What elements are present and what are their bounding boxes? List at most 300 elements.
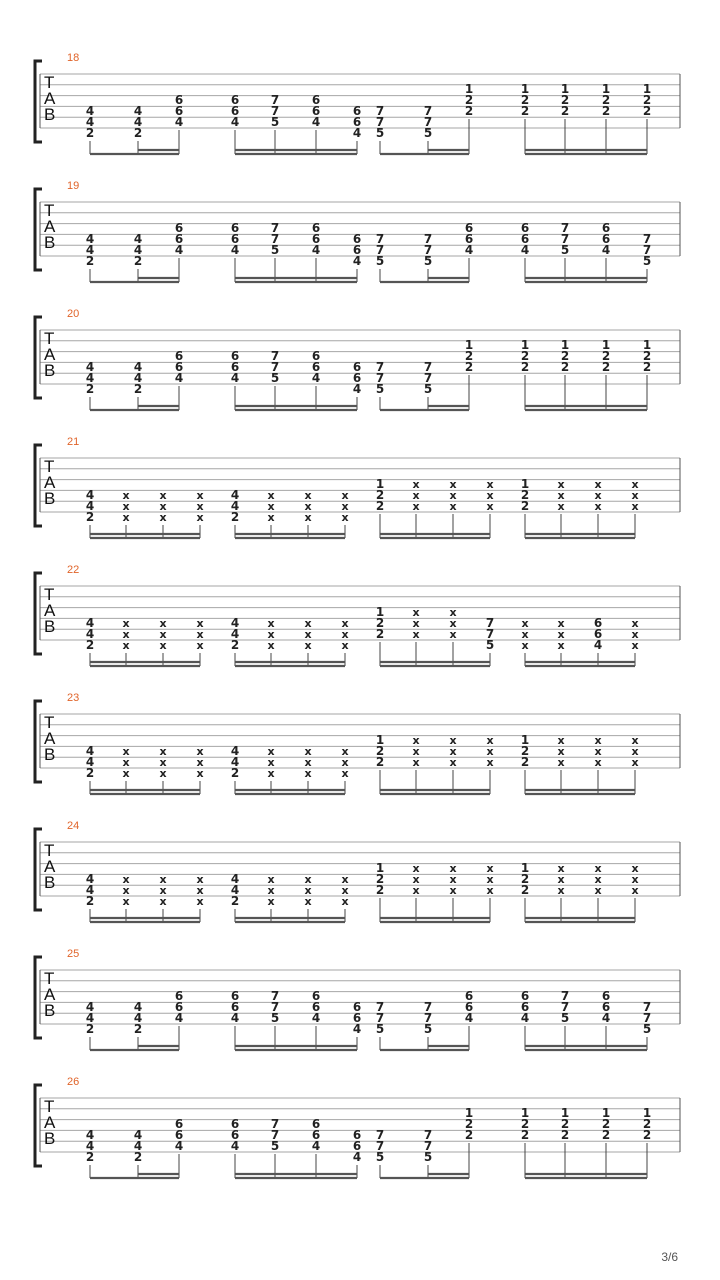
fret-number: 6 — [352, 115, 362, 129]
dead-note: x — [159, 873, 167, 886]
fret-number: 1 — [601, 1106, 611, 1120]
dead-note: x — [631, 628, 639, 641]
dead-note: x — [159, 639, 167, 652]
fret-number: 2 — [642, 104, 652, 118]
dead-note: x — [122, 489, 130, 502]
fret-number: 4 — [85, 115, 95, 129]
fret-number: 1 — [520, 82, 530, 96]
fret-number: 5 — [270, 115, 280, 129]
tab-clef-letter: T — [44, 201, 55, 220]
dead-note: x — [159, 617, 167, 630]
dead-note: x — [196, 511, 204, 524]
dead-note: x — [594, 745, 602, 758]
measure-number: 25 — [67, 948, 80, 960]
dead-note: x — [341, 639, 349, 652]
fret-number: 7 — [375, 1128, 385, 1142]
fret-number: 6 — [352, 104, 362, 118]
fret-number: 4 — [85, 1011, 95, 1025]
fret-number: 4 — [133, 360, 143, 374]
dead-note: x — [122, 884, 130, 897]
dead-note: x — [449, 617, 457, 630]
fret-number: 7 — [375, 1011, 385, 1025]
tab-clef-letter: B — [44, 745, 56, 764]
fret-number: 6 — [464, 232, 474, 246]
fret-number: 5 — [560, 1011, 570, 1025]
fret-number: 2 — [560, 104, 570, 118]
fret-number: 6 — [464, 221, 474, 235]
dead-note: x — [196, 873, 204, 886]
fret-number: 2 — [133, 1022, 143, 1036]
fret-number: 2 — [520, 755, 530, 769]
dead-note: x — [267, 873, 275, 886]
dead-note: x — [631, 862, 639, 875]
fret-number: 7 — [270, 1117, 280, 1131]
tab-clef-letter: T — [44, 585, 55, 604]
fret-number: 6 — [311, 104, 321, 118]
fret-number: 6 — [174, 349, 184, 363]
dead-note: x — [304, 500, 312, 513]
fret-number: 4 — [230, 1139, 240, 1153]
fret-number: 7 — [423, 1011, 433, 1025]
dead-note: x — [449, 873, 457, 886]
fret-number: 4 — [133, 1128, 143, 1142]
tab-clef-letter: A — [44, 217, 56, 236]
tab-clef-letter: T — [44, 457, 55, 476]
fret-number: 1 — [375, 733, 385, 747]
fret-number: 6 — [174, 1000, 184, 1014]
tab-clef-letter: T — [44, 969, 55, 988]
fret-number: 2 — [560, 349, 570, 363]
fret-number: 2 — [464, 360, 474, 374]
fret-number: 4 — [311, 1139, 321, 1153]
fret-number: 4 — [85, 1139, 95, 1153]
dead-note: x — [196, 489, 204, 502]
dead-note: x — [267, 511, 275, 524]
fret-number: 7 — [375, 1139, 385, 1153]
fret-number: 4 — [85, 371, 95, 385]
fret-number: 6 — [230, 221, 240, 235]
dead-note: x — [159, 895, 167, 908]
fret-number: 2 — [133, 254, 143, 268]
fret-number: 2 — [601, 349, 611, 363]
fret-number: 7 — [485, 627, 495, 641]
dead-note: x — [341, 756, 349, 769]
fret-number: 6 — [174, 1117, 184, 1131]
fret-number: 2 — [520, 744, 530, 758]
fret-number: 4 — [520, 243, 530, 257]
fret-number: 2 — [85, 126, 95, 140]
fret-number: 2 — [133, 1150, 143, 1164]
dead-note: x — [594, 734, 602, 747]
fret-number: 4 — [230, 744, 240, 758]
dead-note: x — [341, 617, 349, 630]
fret-number: 1 — [375, 477, 385, 491]
fret-number: 2 — [642, 1117, 652, 1131]
fret-number: 7 — [270, 1128, 280, 1142]
fret-number: 6 — [230, 360, 240, 374]
fret-number: 4 — [85, 616, 95, 630]
fret-number: 7 — [270, 360, 280, 374]
system-bracket — [35, 445, 42, 526]
fret-number: 6 — [593, 627, 603, 641]
dead-note: x — [631, 489, 639, 502]
dead-note: x — [412, 606, 420, 619]
dead-note: x — [449, 628, 457, 641]
fret-number: 1 — [642, 1106, 652, 1120]
dead-note: x — [304, 745, 312, 758]
fret-number: 4 — [85, 243, 95, 257]
dead-note: x — [267, 756, 275, 769]
fret-number: 7 — [270, 349, 280, 363]
fret-number: 2 — [560, 93, 570, 107]
dead-note: x — [159, 756, 167, 769]
dead-note: x — [449, 500, 457, 513]
dead-note: x — [557, 734, 565, 747]
fret-number: 4 — [230, 627, 240, 641]
page-number: 3/6 — [661, 1250, 678, 1264]
fret-number: 4 — [601, 243, 611, 257]
fret-number: 4 — [601, 1011, 611, 1025]
fret-number: 4 — [352, 1150, 362, 1164]
dead-note: x — [412, 862, 420, 875]
dead-note: x — [594, 489, 602, 502]
fret-number: 7 — [423, 1139, 433, 1153]
fret-number: 7 — [423, 104, 433, 118]
fret-number: 1 — [520, 477, 530, 491]
fret-number: 2 — [520, 349, 530, 363]
fret-number: 7 — [423, 115, 433, 129]
measure-number: 20 — [67, 308, 80, 320]
fret-number: 2 — [375, 883, 385, 897]
fret-number: 2 — [133, 382, 143, 396]
tab-clef-letter: A — [44, 857, 56, 876]
fret-number: 6 — [174, 989, 184, 1003]
dead-note: x — [267, 895, 275, 908]
dead-note: x — [341, 745, 349, 758]
fret-number: 4 — [311, 243, 321, 257]
dead-note: x — [412, 873, 420, 886]
dead-note: x — [594, 884, 602, 897]
fret-number: 7 — [375, 104, 385, 118]
dead-note: x — [196, 745, 204, 758]
tab-system — [35, 692, 680, 794]
dead-note: x — [304, 628, 312, 641]
system-bracket — [35, 701, 42, 782]
fret-number: 2 — [85, 382, 95, 396]
tab-clef-letter: T — [44, 841, 55, 860]
fret-number: 2 — [375, 616, 385, 630]
dead-note: x — [486, 478, 494, 491]
fret-number: 2 — [642, 349, 652, 363]
fret-number: 2 — [85, 894, 95, 908]
measure-number: 24 — [67, 820, 80, 832]
fret-number: 6 — [311, 1117, 321, 1131]
dead-note: x — [412, 756, 420, 769]
tab-clef-letter: B — [44, 489, 56, 508]
fret-number: 4 — [230, 1011, 240, 1025]
dead-note: x — [304, 639, 312, 652]
fret-number: 4 — [85, 872, 95, 886]
dead-note: x — [122, 756, 130, 769]
fret-number: 6 — [230, 232, 240, 246]
dead-note: x — [196, 628, 204, 641]
fret-number: 6 — [311, 232, 321, 246]
fret-number: 2 — [520, 488, 530, 502]
fret-number: 6 — [520, 232, 530, 246]
fret-number: 6 — [311, 360, 321, 374]
fret-number: 1 — [601, 82, 611, 96]
fret-number: 7 — [423, 371, 433, 385]
fret-number: 4 — [352, 1022, 362, 1036]
fret-number: 4 — [230, 755, 240, 769]
fret-number: 4 — [311, 115, 321, 129]
fret-number: 4 — [352, 126, 362, 140]
fret-number: 1 — [464, 338, 474, 352]
fret-number: 6 — [601, 1000, 611, 1014]
dead-note: x — [267, 617, 275, 630]
fret-number: 2 — [520, 1128, 530, 1142]
fret-number: 4 — [174, 243, 184, 257]
fret-number: 7 — [270, 104, 280, 118]
fret-number: 6 — [311, 349, 321, 363]
fret-number: 7 — [375, 243, 385, 257]
fret-number: 5 — [423, 126, 433, 140]
fret-number: 2 — [230, 638, 240, 652]
fret-number: 6 — [174, 221, 184, 235]
dead-note: x — [122, 873, 130, 886]
dead-note: x — [122, 767, 130, 780]
dead-note: x — [557, 873, 565, 886]
fret-number: 6 — [601, 221, 611, 235]
fret-number: 4 — [133, 371, 143, 385]
dead-note: x — [159, 489, 167, 502]
fret-number: 5 — [375, 382, 385, 396]
measure-number: 18 — [67, 52, 80, 64]
dead-note: x — [304, 511, 312, 524]
fret-number: 5 — [270, 1139, 280, 1153]
dead-note: x — [486, 489, 494, 502]
fret-number: 4 — [85, 488, 95, 502]
dead-note: x — [412, 500, 420, 513]
dead-note: x — [304, 895, 312, 908]
dead-note: x — [122, 745, 130, 758]
dead-note: x — [412, 745, 420, 758]
dead-note: x — [122, 511, 130, 524]
fret-number: 5 — [270, 371, 280, 385]
dead-note: x — [122, 895, 130, 908]
fret-number: 4 — [133, 1139, 143, 1153]
dead-note: x — [631, 756, 639, 769]
fret-number: 7 — [423, 360, 433, 374]
dead-note: x — [304, 756, 312, 769]
dead-note: x — [412, 628, 420, 641]
tab-clef-letter: B — [44, 1129, 56, 1148]
dead-note: x — [412, 478, 420, 491]
dead-note: x — [594, 500, 602, 513]
fret-number: 2 — [85, 254, 95, 268]
fret-number: 6 — [174, 232, 184, 246]
dead-note: x — [486, 884, 494, 897]
fret-number: 2 — [464, 104, 474, 118]
fret-number: 6 — [352, 1139, 362, 1153]
fret-number: 4 — [85, 755, 95, 769]
fret-number: 5 — [423, 1150, 433, 1164]
fret-number: 2 — [520, 499, 530, 513]
dead-note: x — [449, 489, 457, 502]
fret-number: 4 — [133, 104, 143, 118]
tab-clef-letter: A — [44, 89, 56, 108]
fret-number: 7 — [375, 371, 385, 385]
dead-note: x — [449, 734, 457, 747]
fret-number: 2 — [375, 488, 385, 502]
dead-note: x — [122, 500, 130, 513]
fret-number: 1 — [642, 338, 652, 352]
tab-clef-letter: T — [44, 73, 55, 92]
measure-number: 23 — [67, 692, 80, 704]
tab-system — [35, 948, 680, 1050]
fret-number: 6 — [311, 1000, 321, 1014]
dead-note: x — [486, 756, 494, 769]
system-bracket — [35, 61, 42, 142]
fret-number: 4 — [85, 1128, 95, 1142]
dead-note: x — [267, 639, 275, 652]
tab-clef-letter: A — [44, 601, 56, 620]
fret-number: 7 — [642, 243, 652, 257]
dead-note: x — [449, 478, 457, 491]
fret-number: 2 — [642, 1128, 652, 1142]
dead-note: x — [521, 617, 529, 630]
fret-number: 6 — [174, 1128, 184, 1142]
fret-number: 5 — [560, 243, 570, 257]
dead-note: x — [557, 639, 565, 652]
dead-note: x — [341, 895, 349, 908]
dead-note: x — [557, 478, 565, 491]
fret-number: 1 — [520, 733, 530, 747]
tab-clef-letter: T — [44, 329, 55, 348]
fret-number: 6 — [230, 1000, 240, 1014]
fret-number: 2 — [642, 360, 652, 374]
fret-number: 2 — [601, 1128, 611, 1142]
tab-system — [35, 436, 680, 538]
system-bracket — [35, 317, 42, 398]
tab-system — [35, 820, 680, 922]
dead-note: x — [449, 756, 457, 769]
tab-clef-letter: B — [44, 873, 56, 892]
fret-number: 2 — [85, 638, 95, 652]
fret-number: 1 — [520, 338, 530, 352]
dead-note: x — [486, 862, 494, 875]
fret-number: 2 — [85, 1150, 95, 1164]
tab-clef-letter: T — [44, 713, 55, 732]
dead-note: x — [557, 489, 565, 502]
fret-number: 6 — [352, 360, 362, 374]
fret-number: 6 — [174, 93, 184, 107]
dead-note: x — [122, 617, 130, 630]
fret-number: 4 — [174, 371, 184, 385]
fret-number: 6 — [352, 1128, 362, 1142]
fret-number: 1 — [601, 338, 611, 352]
dead-note: x — [486, 873, 494, 886]
dead-note: x — [631, 734, 639, 747]
dead-note: x — [267, 489, 275, 502]
fret-number: 4 — [230, 499, 240, 513]
dead-note: x — [557, 862, 565, 875]
fret-number: 4 — [352, 254, 362, 268]
fret-number: 2 — [230, 766, 240, 780]
tab-system — [35, 180, 680, 282]
fret-number: 4 — [230, 616, 240, 630]
dead-note: x — [196, 617, 204, 630]
dead-note: x — [631, 873, 639, 886]
dead-note: x — [267, 745, 275, 758]
fret-number: 4 — [85, 360, 95, 374]
fret-number: 5 — [423, 382, 433, 396]
fret-number: 6 — [352, 1011, 362, 1025]
dead-note: x — [449, 745, 457, 758]
fret-number: 4 — [133, 1011, 143, 1025]
system-bracket — [35, 829, 42, 910]
fret-number: 2 — [464, 1117, 474, 1131]
fret-number: 7 — [270, 1000, 280, 1014]
fret-number: 6 — [352, 243, 362, 257]
tab-clef-letter: A — [44, 729, 56, 748]
tab-system — [35, 308, 680, 410]
fret-number: 2 — [520, 1117, 530, 1131]
fret-number: 2 — [601, 360, 611, 374]
tab-clef-letter: B — [44, 1001, 56, 1020]
dead-note: x — [557, 884, 565, 897]
dead-note: x — [412, 489, 420, 502]
fret-number: 2 — [85, 766, 95, 780]
fret-number: 6 — [311, 221, 321, 235]
fret-number: 1 — [375, 605, 385, 619]
fret-number: 2 — [464, 349, 474, 363]
fret-number: 4 — [133, 115, 143, 129]
fret-number: 2 — [464, 93, 474, 107]
fret-number: 2 — [375, 755, 385, 769]
fret-number: 6 — [464, 989, 474, 1003]
fret-number: 6 — [352, 1000, 362, 1014]
measure-number: 19 — [67, 180, 80, 192]
tab-clef-letter: A — [44, 473, 56, 492]
fret-number: 1 — [560, 1106, 570, 1120]
fret-number: 6 — [352, 371, 362, 385]
dead-note: x — [159, 767, 167, 780]
fret-number: 7 — [423, 1128, 433, 1142]
fret-number: 4 — [464, 243, 474, 257]
dead-note: x — [159, 511, 167, 524]
fret-number: 2 — [230, 510, 240, 524]
dead-note: x — [412, 884, 420, 897]
fret-number: 2 — [642, 93, 652, 107]
fret-number: 4 — [311, 1011, 321, 1025]
fret-number: 2 — [375, 744, 385, 758]
system-bracket — [35, 189, 42, 270]
fret-number: 7 — [423, 243, 433, 257]
fret-number: 1 — [560, 338, 570, 352]
fret-number: 2 — [375, 872, 385, 886]
fret-number: 2 — [520, 93, 530, 107]
fret-number: 5 — [270, 1011, 280, 1025]
dead-note: x — [122, 639, 130, 652]
fret-number: 4 — [133, 1000, 143, 1014]
fret-number: 1 — [375, 861, 385, 875]
dead-note: x — [594, 862, 602, 875]
dead-note: x — [631, 617, 639, 630]
tab-clef-letter: A — [44, 1113, 56, 1132]
fret-number: 7 — [560, 232, 570, 246]
fret-number: 1 — [464, 82, 474, 96]
